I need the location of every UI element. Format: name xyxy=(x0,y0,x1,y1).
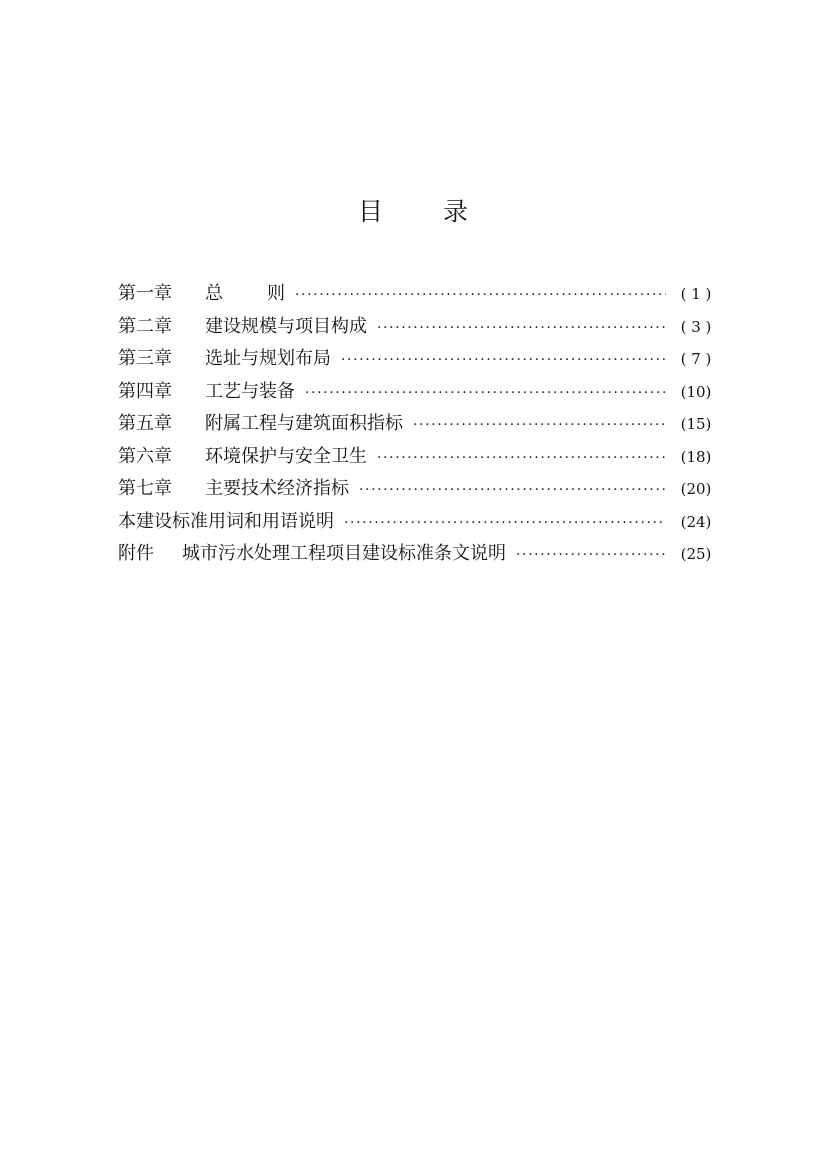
toc-page-number: (24) xyxy=(680,512,712,531)
toc-entry-chapter-6[interactable] xyxy=(118,441,718,474)
toc-chapter-label: 第三章 xyxy=(118,348,172,369)
toc-page-number: (15) xyxy=(680,415,712,433)
toc-page-number: ( 1 ) xyxy=(680,285,712,303)
toc-entry-title-part-2: 则 xyxy=(267,283,285,304)
toc-entry-title xyxy=(205,278,285,311)
toc-entry-chapter-5[interactable] xyxy=(118,408,718,441)
toc-page-number: (25) xyxy=(680,545,712,563)
toc-page-number: ( 7 ) xyxy=(680,350,712,368)
toc-entry-title-part-1: 总 xyxy=(205,283,223,304)
toc-dot-leader xyxy=(516,539,666,572)
toc-entry-terminology[interactable] xyxy=(118,506,718,539)
toc-page-number: (10) xyxy=(680,382,712,401)
toc-heading xyxy=(0,192,826,232)
toc-entry-chapter-4[interactable] xyxy=(118,376,718,409)
toc-entry-title: 选址与规划布局 xyxy=(205,348,331,369)
toc-entry-title: 城市污水处理工程项目建设标准条文说明 xyxy=(182,543,506,564)
toc-chapter-label: 第四章 xyxy=(118,380,172,402)
toc-dot-leader xyxy=(377,312,666,345)
toc-heading-char-2: 录 xyxy=(443,197,469,226)
toc-page-number: (20) xyxy=(680,480,712,498)
toc-entry-title: 本建设标准用词和用语说明 xyxy=(118,510,334,532)
toc-entry-chapter-3[interactable] xyxy=(118,343,718,376)
toc-entry-title: 环境保护与安全卫生 xyxy=(205,445,367,467)
toc-page-number: ( 3 ) xyxy=(680,317,712,336)
table-of-contents xyxy=(118,278,718,571)
toc-page-number: (18) xyxy=(680,447,712,466)
toc-entry-appendix[interactable] xyxy=(118,538,718,571)
toc-dot-leader xyxy=(359,474,666,507)
toc-entry-title: 建设规模与项目构成 xyxy=(205,315,367,337)
toc-chapter-label: 第一章 xyxy=(118,283,172,304)
toc-chapter-label: 第二章 xyxy=(118,315,172,337)
toc-dot-leader xyxy=(295,279,666,312)
toc-dot-leader xyxy=(377,442,666,475)
toc-dot-leader xyxy=(305,377,666,410)
toc-entry-chapter-1[interactable] xyxy=(118,278,718,311)
toc-entry-title: 主要技术经济指标 xyxy=(205,478,349,499)
toc-chapter-label: 第五章 xyxy=(118,413,172,434)
toc-chapter-label: 附件 xyxy=(118,543,154,564)
toc-dot-leader xyxy=(344,507,666,540)
toc-heading-char-1: 目 xyxy=(357,197,383,226)
toc-chapter-label: 第七章 xyxy=(118,478,172,499)
toc-chapter-label: 第六章 xyxy=(118,445,172,467)
toc-entry-chapter-7[interactable] xyxy=(118,473,718,506)
toc-entry-chapter-2[interactable] xyxy=(118,311,718,344)
toc-dot-leader xyxy=(341,344,666,377)
toc-entry-title: 工艺与装备 xyxy=(205,380,295,402)
toc-entry-title: 附属工程与建筑面积指标 xyxy=(205,413,403,434)
toc-dot-leader xyxy=(413,409,666,442)
